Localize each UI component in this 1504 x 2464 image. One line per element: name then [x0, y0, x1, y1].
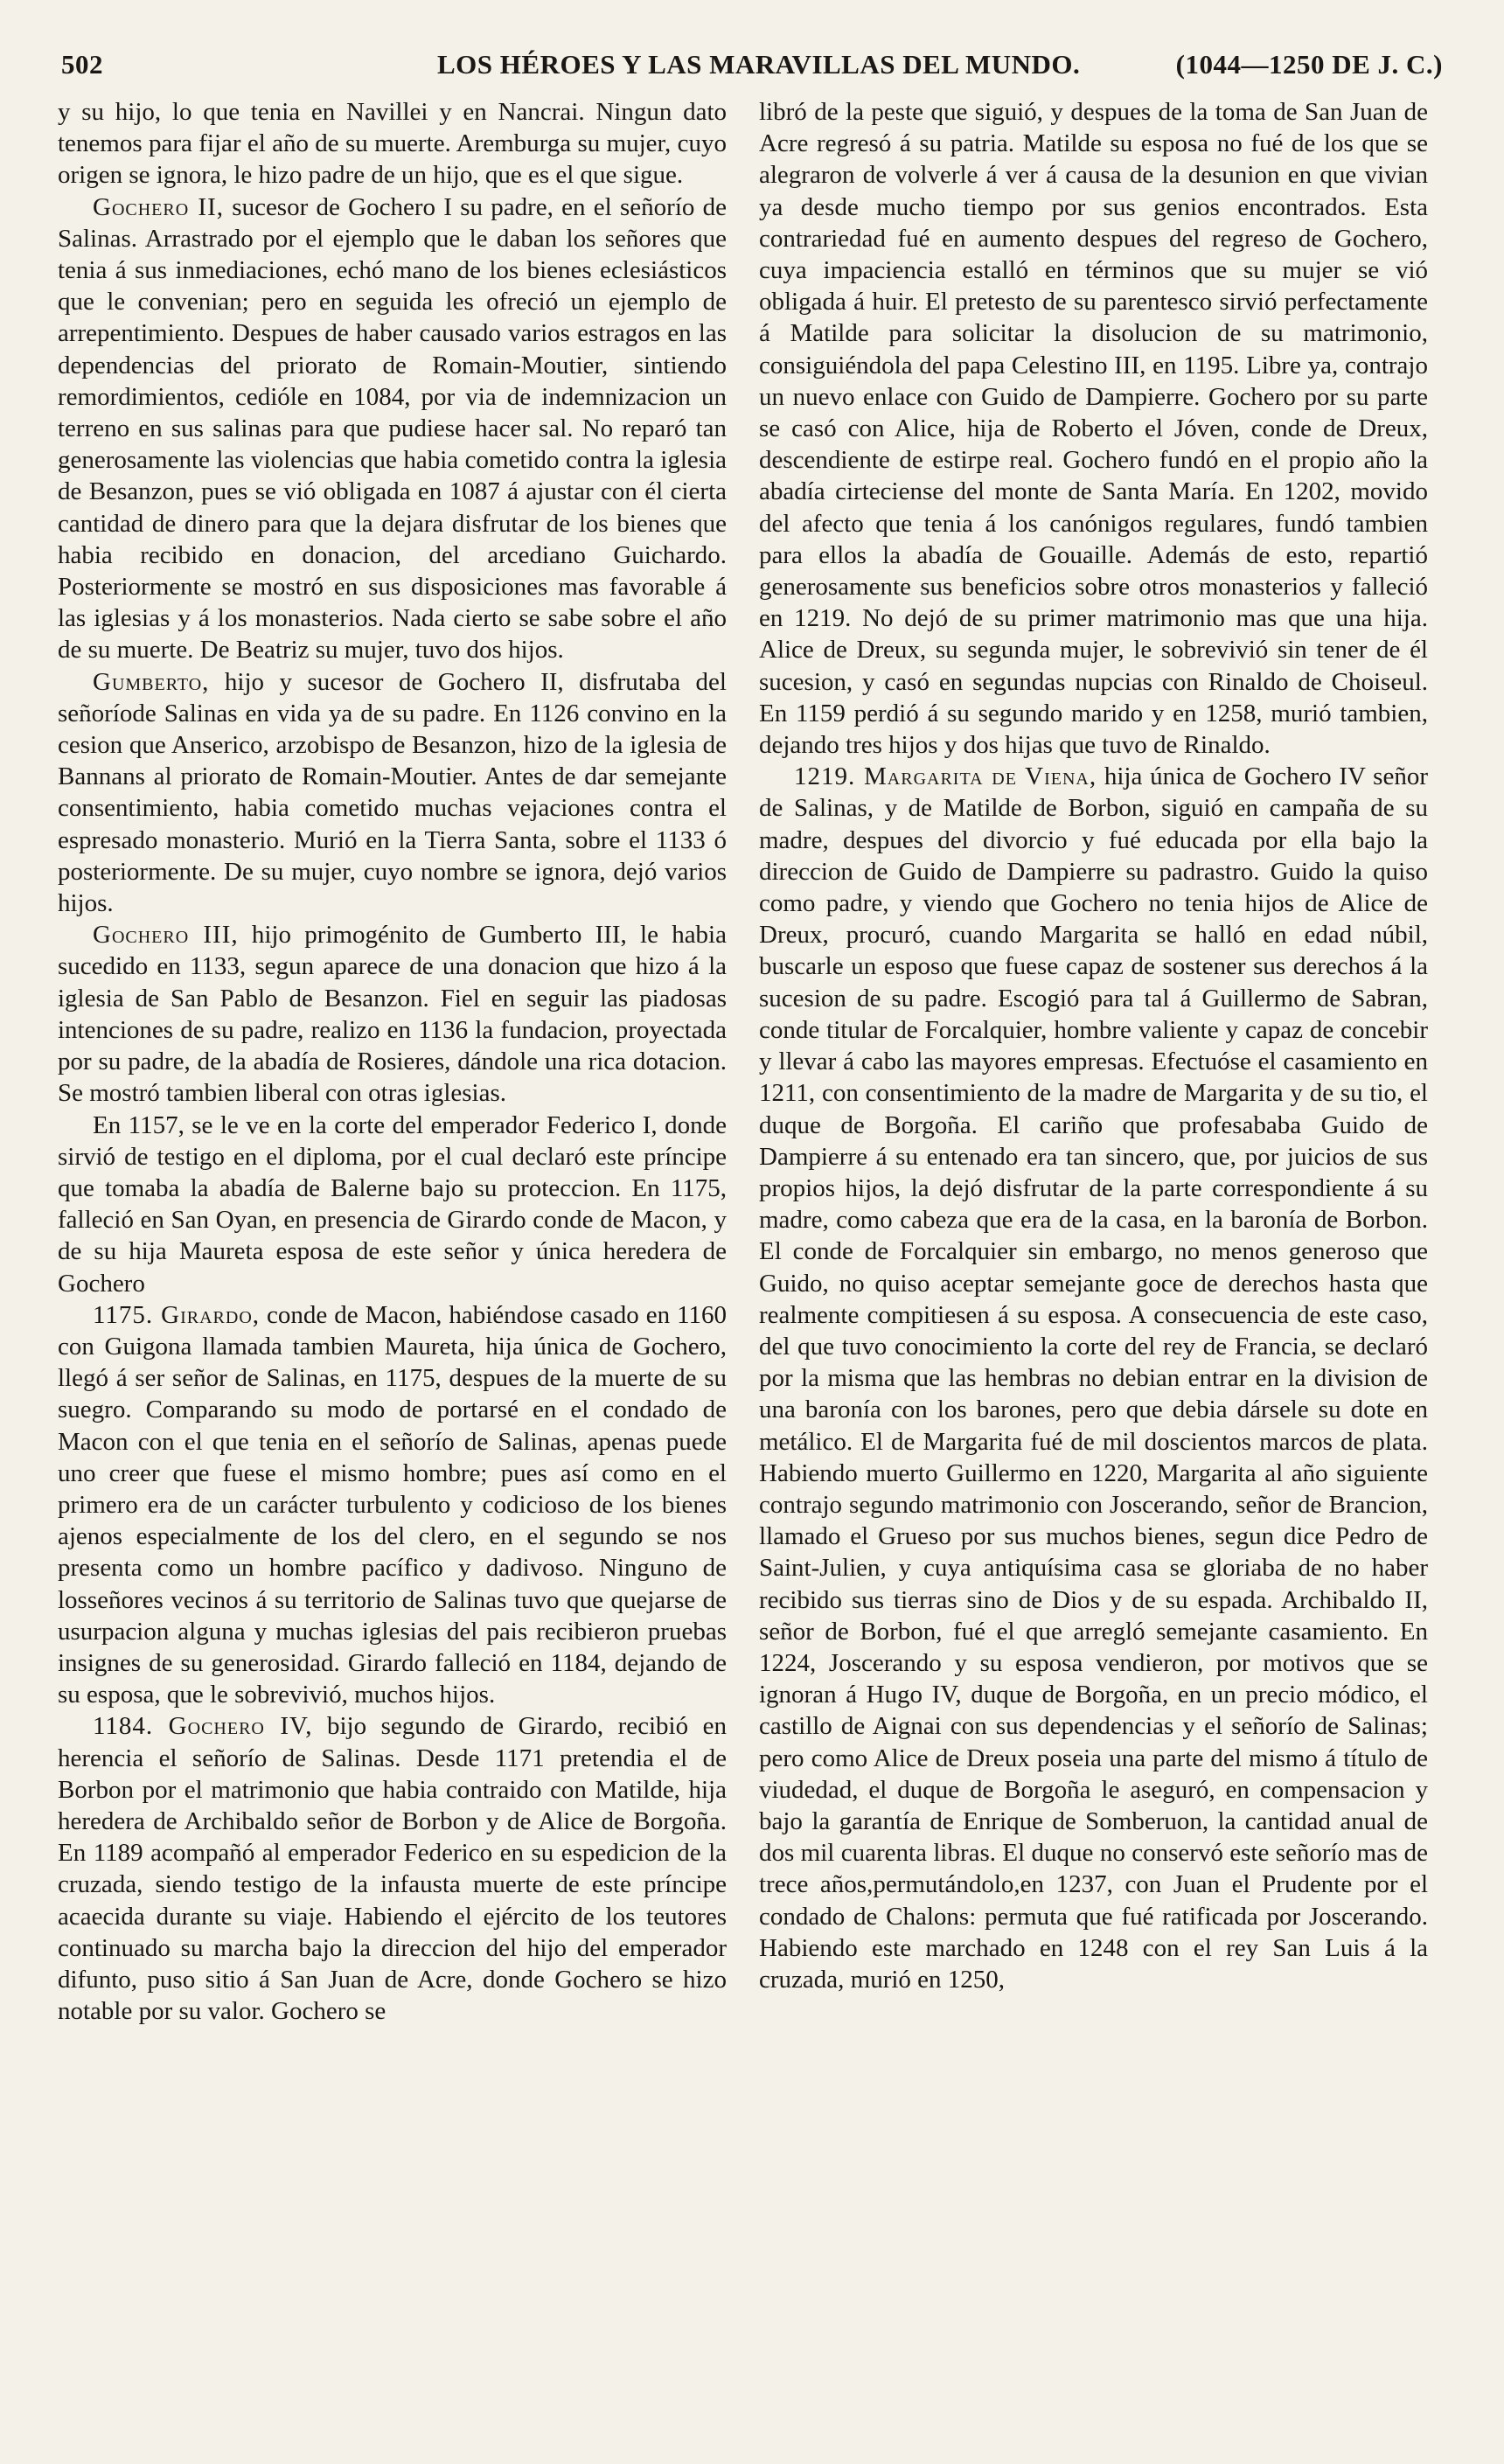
right-column [759, 96, 1428, 1995]
entry-heading: Gochero II, [93, 192, 225, 221]
paragraph: Gumberto, hijo y sucesor de Gochero II, disfrutaba del señoríode Salinas en vida ya de su padre. En 1126 convino en la cesion que Anserico, arzobispo de Besanzon, hizo de la iglesia de Bannans al priorato de Romain-Moutier. Antes de dar semejante consentimiento, habia cometido muchas vejaciones contra el espresado monasterio. Murió en la Tierra Santa, sobre el 1133 ó posteriormente. De su mujer, cuyo nombre se ignora, dejó varios hijos. [58, 667, 727, 918]
paragraph: 1175. Girardo, conde de Macon, habiéndose casado en 1160 con Guigona llamada tambien Maureta, hija única de Gochero, llegó á ser señor de Salinas, en 1175, despues de la muerte de su suegro. Comparando su modo de portarsé en el condado de Macon con el que tenia en el señorío de Salinas, apenas puede uno creer que fuese el mismo hombre; pues así como en el primero era de un carácter turbulento y codicioso de los bienes ajenos especialmente de los del clero, en el segundo se nos presenta como un hombre pacífico y dadivoso. Ninguno de losseñores vecinos á su territorio de Salinas tuvo que quejarse de usurpacion alguna y muchas iglesias del pais recibieron pruebas insignes de su generosidad. Girardo falleció en 1184, dejando de su esposa, que le sobrevivió, muchos hijos. [58, 1300, 727, 1709]
page-number: 502 [61, 49, 103, 80]
entry-heading: Gumberto, [93, 667, 210, 696]
entry-heading: 1219. Margarita de Viena, [794, 762, 1097, 791]
paragraph: 1219. Margarita de Viena, hija única de Gochero IV señor de Salinas, y de Matilde de Borbon, siguió en campaña de su madre, despues del divorcio y fué educada por ella bajo la direccion de Guido de Dampierre su padrastro. Guido la quiso como padre, y viendo que Gochero no tenia hijos de Alice de Dreux, procuró, cuando Margarita se halló en edad núbil, buscarle un esposo que fuese capaz de sostener sus derechos á la sucesion de su padre. Escogió para tal á Guillermo de Sabran, conde titular de Forcalquier, hombre valiente y capaz de concebir y llevar á cabo las mayores empresas. Efectuóse el casamiento en 1211, con consentimiento de la madre de Margarita y de su tio, el duque de Borgoña. El cariño que profesababa Guido de Dampierre á su entenado era tan sincero, que, por juicios de sus propios hijos, la dejó disfrutar de la parte correspondiente á su madre, como cabeza que era de la casa, en la baronía de Borbon. El conde de Forcalquier sin embargo, no menos generoso que Guido, no quiso aceptar semejante goce de derechos hasta que realmente compitiesen á su esposa. A consecuencia de este caso, del que tuvo conocimiento la corte del rey de Francia, se declaró por la misma que las hembras no debian entrar en la division de una baronía con los barones, pero que debia dársele su dote en metálico. El de Margarita fué de mil doscientos marcos de plata. Habiendo muerto Guillermo en 1220, Margarita al año siguiente contrajo segundo matrimonio con Joscerando, señor de Brancion, llamado el Grueso por sus muchos bienes, segun dice Pedro de Saint-Julien, y cuya antiquísima casa se gloriaba de no haber recibido sus tierras sino de Dios y de su espada. Archibaldo II, señor de Borbon, fué el que arregló semejante casamiento. En 1224, Joscerando y su esposa vendieron, por motivos que se ignoran á Hugo IV, duque de Borgoña, en un precio módico, el castillo de Aignai con sus dependencias y el señorío de Salinas; pero como Alice de Dreux poseia una parte del mismo á título de viudedad, el duque de Borgoña le aseguró, en compensacion y bajo la garantía de Enrique de Somberuon, la cantidad anual de dos mil cuarenta libras. El duque no conservó este señorío mas de trece años,permutándolo,en 1237, con Juan el Prudente por el condado de Chalons: permuta que fué ratificada por Joscerando. Habiendo este marchado en 1248 con el rey San Luis á la cruzada, murió en 1250, [759, 762, 1428, 1994]
paragraph: Gochero III, hijo primogénito de Gumberto III, le habia sucedido en 1133, segun aparece de una donacion que hizo á la iglesia de San Pablo de Besanzon. Fiel en seguir las piadosas intenciones de su padre, realizo en 1136 la fundacion, proyectada por su padre, de la abadía de Rosieres, dándole una rica dotacion. Se mostró tambien liberal con otras iglesias. [58, 921, 727, 1108]
paragraph: libró de la peste que siguió, y despues de la toma de San Juan de Acre regresó á su patria. Matilde su esposa no fué de los que se alegraron de volverle á ver á causa de la desunion en que vivian ya desde mucho tiempo por sus genios encontrados. Esta contrariedad fué en aumento despues del regreso de Gochero, cuya impaciencia estalló en términos que su mujer se vió obligada á huir. El pretesto de su parentesco sirvió perfectamente á Matilde para solicitar la disolucion de su matrimonio, consiguiéndola del papa Celestino III, en 1195. Libre ya, contrajo un nuevo enlace con Guido de Dampierre. Gochero por su parte se casó con Alice, hija de Roberto el Jóven, conde de Dreux, descendiente de estirpe real. Gochero fundó en el propio año la abadía cirteciense del monte de Santa María. En 1202, movido del afecto que tenia á los canónigos regulares, fundó tambien para ellos la abadía de Gouaille. Además de esto, repartió generosamente sus beneficios sobre otros monasterios y falleció en 1219. No dejó de su primer matrimonio mas que una hija. Alice de Dreux, su segunda mujer, le sobrevivió sin tener de él sucesion, y casó en segundas nupcias con Rinaldo de Choiseul. En 1159 perdió á su segundo marido y en 1258, murió tambien, dejando tres hijos y dos hijas que tuvo de Rinaldo. [759, 98, 1428, 760]
entry-heading: Gochero III, [93, 921, 239, 950]
paragraph: 1184. Gochero IV, bijo segundo de Girardo, recibió en herencia el señorío de Salinas. Desde 1171 pretendia el de Borbon por el matrimonio que habia contraido con Matilde, hija heredera de Archibaldo señor de Borbon y de Alice de Borgoña. En 1189 acompañó al emperador Federico en su espedicion de la cruzada, siendo testigo de la infausta muerte de este príncipe acaecida durante su viaje. Habiendo el ejército de los teutores continuado su marcha bajo la direccion del hijo del emperador difunto, puso sitio á San Juan de Acre, donde Gochero se hizo notable por su valor. Gochero se [58, 1712, 727, 2026]
entry-heading: 1175. Girardo, [93, 1300, 261, 1329]
left-column [58, 96, 727, 2027]
book-title: LOS HÉROES Y LAS MARAVILLAS DEL MUNDO. [437, 49, 1081, 80]
running-header [61, 49, 1443, 93]
date-range: (1044—1250 DE J. C.) [1175, 49, 1443, 80]
paragraph: Gochero II, sucesor de Gochero I su padre, en el señorío de Salinas. Arrastrado por el ejemplo que le daban los señores que tenia á sus inmediaciones, echó mano de los bienes eclesiásticos que le convenian; pero en seguida les ofreció un ejemplo de arrepentimiento. Despues de haber causado varios estragos en las dependencias del priorato de Romain-Moutier, sintiendo remordimientos, cedióle en 1084, por via de indemnizacion un terreno en sus salinas para que pudiese hacer sal. No reparó tan generosamente las violencias que habia cometido contra la iglesia de Besanzon, pues se vió obligada en 1087 á ajustar con él cierta cantidad de dinero para que la dejara disfrutar de los bienes que habia recibido en donacion, del arcediano Guichardo. Posteriormente se mostró en sus disposiciones mas favorable á las iglesias y á los monasterios. Nada cierto se sabe sobre el año de su muerte. De Beatriz su mujer, tuvo dos hijos. [58, 192, 728, 665]
paragraph: y su hijo, lo que tenia en Navillei y en Nancrai. Ningun dato tenemos para fijar el año de su muerte. Aremburga su mujer, cuyo origen se ignora, le hizo padre de un hijo, que es el que sigue. [58, 98, 727, 190]
paragraph: En 1157, se le ve en la corte del emperador Federico I, donde sirvió de testigo en el diploma, por el cual declaró este príncipe que tomaba la abadía de Balerne bajo su proteccion. En 1175, falleció en San Oyan, en presencia de Girardo conde de Macon, y de su hija Maureta esposa de este señor y única heredera de Gochero [58, 1110, 727, 1298]
entry-heading: 1184. Gochero IV, [93, 1712, 313, 1741]
